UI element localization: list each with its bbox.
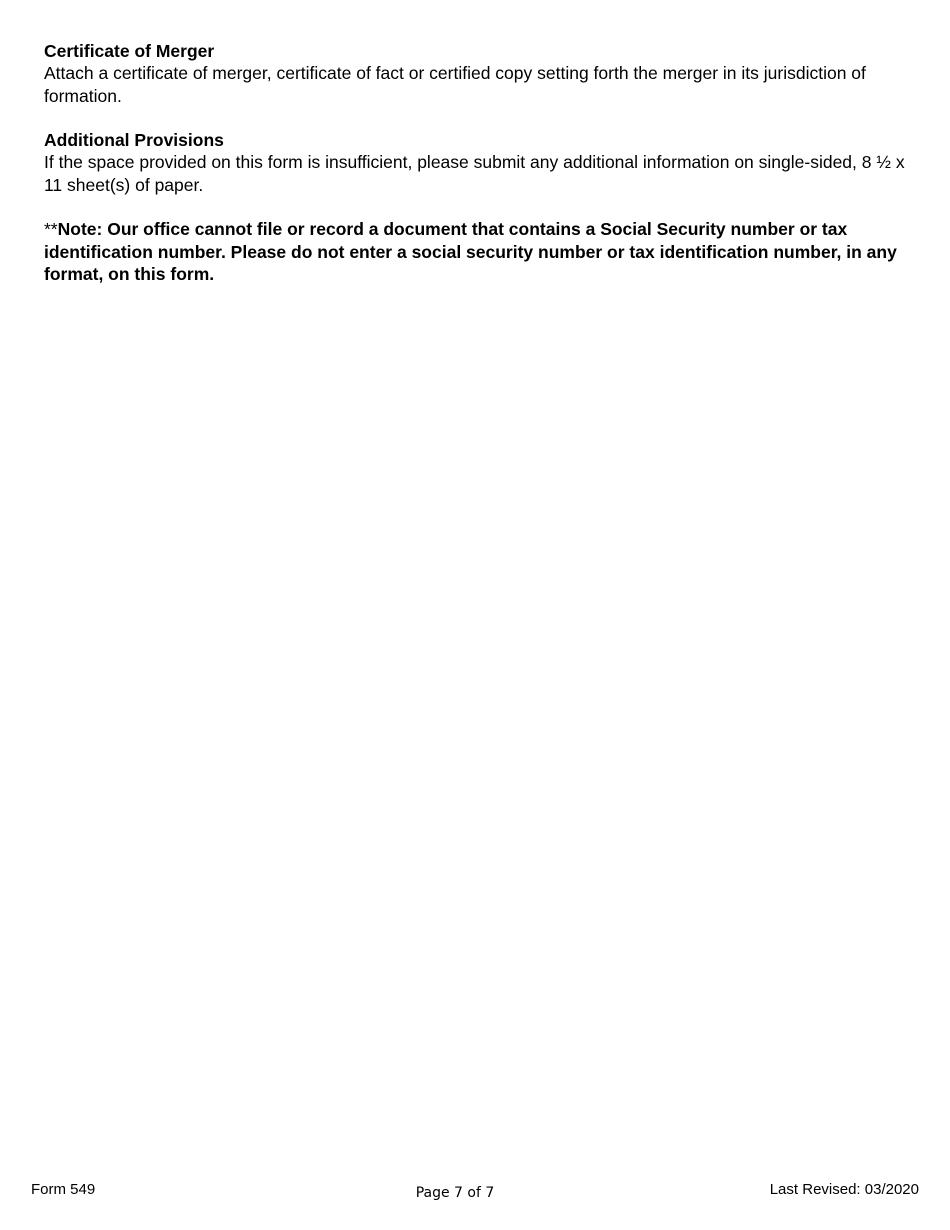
form-number: Form 549 [31,1181,96,1198]
note-text: Note: Our office cannot file or record a document that contains a Social Security number or tax identification number. Please do not enter a social security number or tax identification number, in any format, on this form. [44,219,897,284]
note-prefix: ** [44,219,58,239]
note-section [44,218,914,286]
section-text: Attach a certificate of merger, certificate of fact or certified copy setting forth the merger in its jurisdiction of formation. [44,63,866,106]
section-text: If the space provided on this form is insufficient, please submit any additional information on single-sided, 8 ½ x 11 sheet(s) of paper. [44,152,905,195]
page-content [44,40,914,308]
certificate-of-merger-section [44,40,914,107]
section-heading: Certificate of Merger [44,41,215,61]
last-revised-date: Last Revised: 03/2020 [769,1181,919,1198]
page-number: Page 7 of 7 [415,1185,495,1201]
note-paragraph [44,218,914,286]
section-heading: Additional Provisions [44,130,224,150]
additional-provisions-section [44,129,914,196]
